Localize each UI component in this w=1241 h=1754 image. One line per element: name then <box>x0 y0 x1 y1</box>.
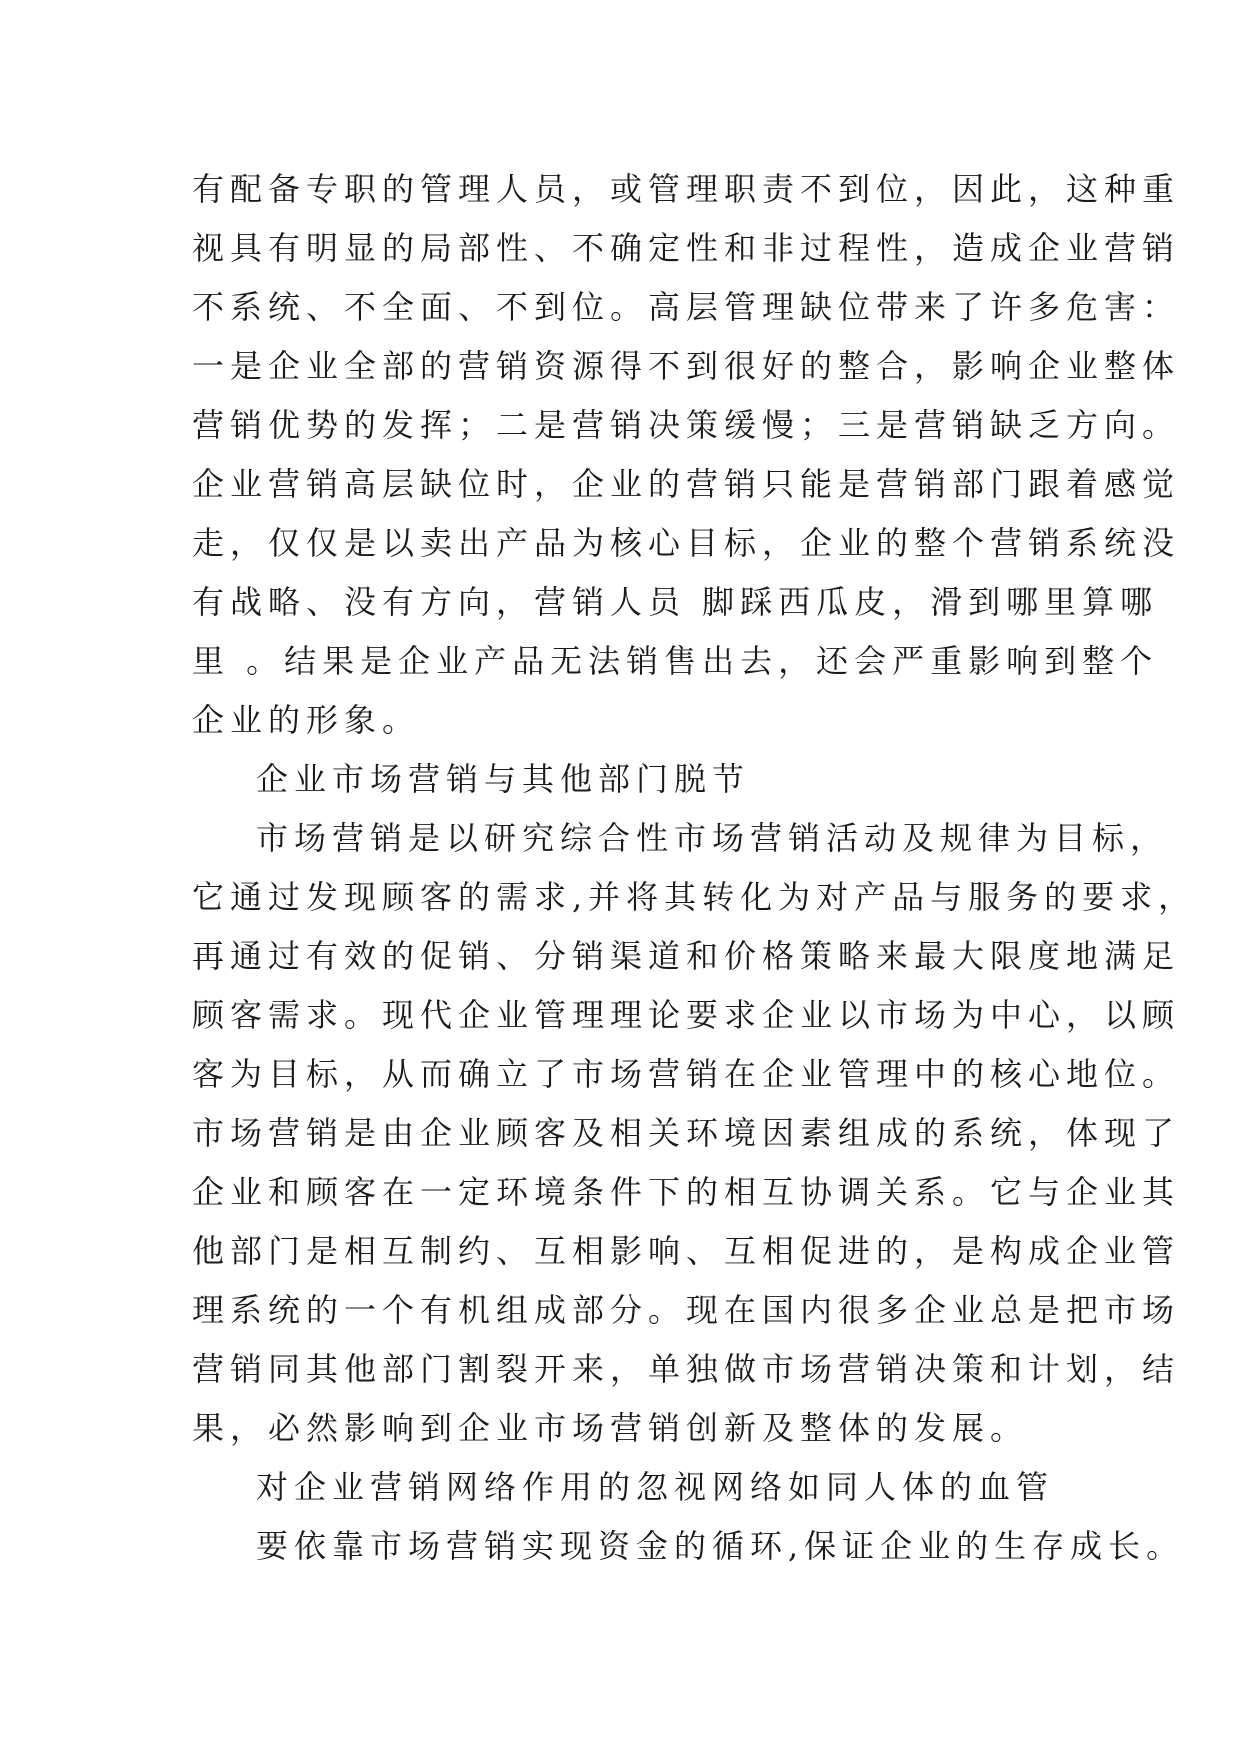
text-line: 一是企业全部的营销资源得不到很好的整合，影响企业整体 <box>192 347 1181 385</box>
text-line: 市场营销是由企业顾客及相关环境因素组成的系统，体现了 <box>192 1114 1181 1152</box>
text-line: 企业营销高层缺位时，企业的营销只能是营销部门跟着感觉 <box>192 465 1181 503</box>
text-line: 营销优势的发挥；二是营销决策缓慢；三是营销缺乏方向。 <box>192 406 1181 444</box>
text-line: 果，必然影响到企业市场营销创新及整体的发展。 <box>192 1409 1029 1447</box>
text-line: 顾客需求。现代企业管理理论要求企业以市场为中心，以顾 <box>192 996 1181 1034</box>
text-line: 他部门是相互制约、互相影响、互相促进的，是构成企业管 <box>192 1232 1181 1270</box>
paragraph-start-line: 市场营销是以研究综合性市场营销活动及规律为目标， <box>256 819 1169 857</box>
text-line: 不系统、不全面、不到位。高层管理缺位带来了许多危害： <box>192 288 1181 326</box>
paragraph-start-line: 要依靠市场营销实现资金的循环,保证企业的生存成长。 <box>256 1527 1185 1565</box>
text-line: 再通过有效的促销、分销渠道和价格策略来最大限度地满足 <box>192 937 1181 975</box>
text-line: 客为目标，从而确立了市场营销在企业管理中的核心地位。 <box>192 1055 1181 1093</box>
text-line: 它通过发现顾客的需求,并将其转化为对产品与服务的要求， <box>192 878 1197 916</box>
text-line: 企业和顾客在一定环境条件下的相互协调关系。它与企业其 <box>192 1173 1181 1211</box>
paragraph-start-line: 企业市场营销与其他部门脱节 <box>256 760 751 798</box>
text-line: 视具有明显的局部性、不确定性和非过程性，造成企业营销 <box>192 229 1181 267</box>
text-line: 理系统的一个有机组成部分。现在国内很多企业总是把市场 <box>192 1291 1181 1329</box>
text-line: 营销同其他部门割裂开来，单独做市场营销决策和计划，结 <box>192 1350 1181 1388</box>
document-body <box>192 160 1197 1576</box>
text-line: 里 。结果是企业产品无法销售出去，还会严重影响到整个 <box>192 642 1159 680</box>
text-line: 有战略、没有方向，营销人员 脚踩西瓜皮，滑到哪里算哪 <box>192 583 1159 621</box>
paragraph-start-line: 对企业营销网络作用的忽视网络如同人体的血管 <box>256 1468 1055 1506</box>
text-line: 走，仅仅是以卖出产品为核心目标，企业的整个营销系统没 <box>192 524 1181 562</box>
text-line: 有配备专职的管理人员，或管理职责不到位，因此，这种重 <box>192 170 1181 208</box>
text-line: 企业的形象。 <box>192 701 421 739</box>
